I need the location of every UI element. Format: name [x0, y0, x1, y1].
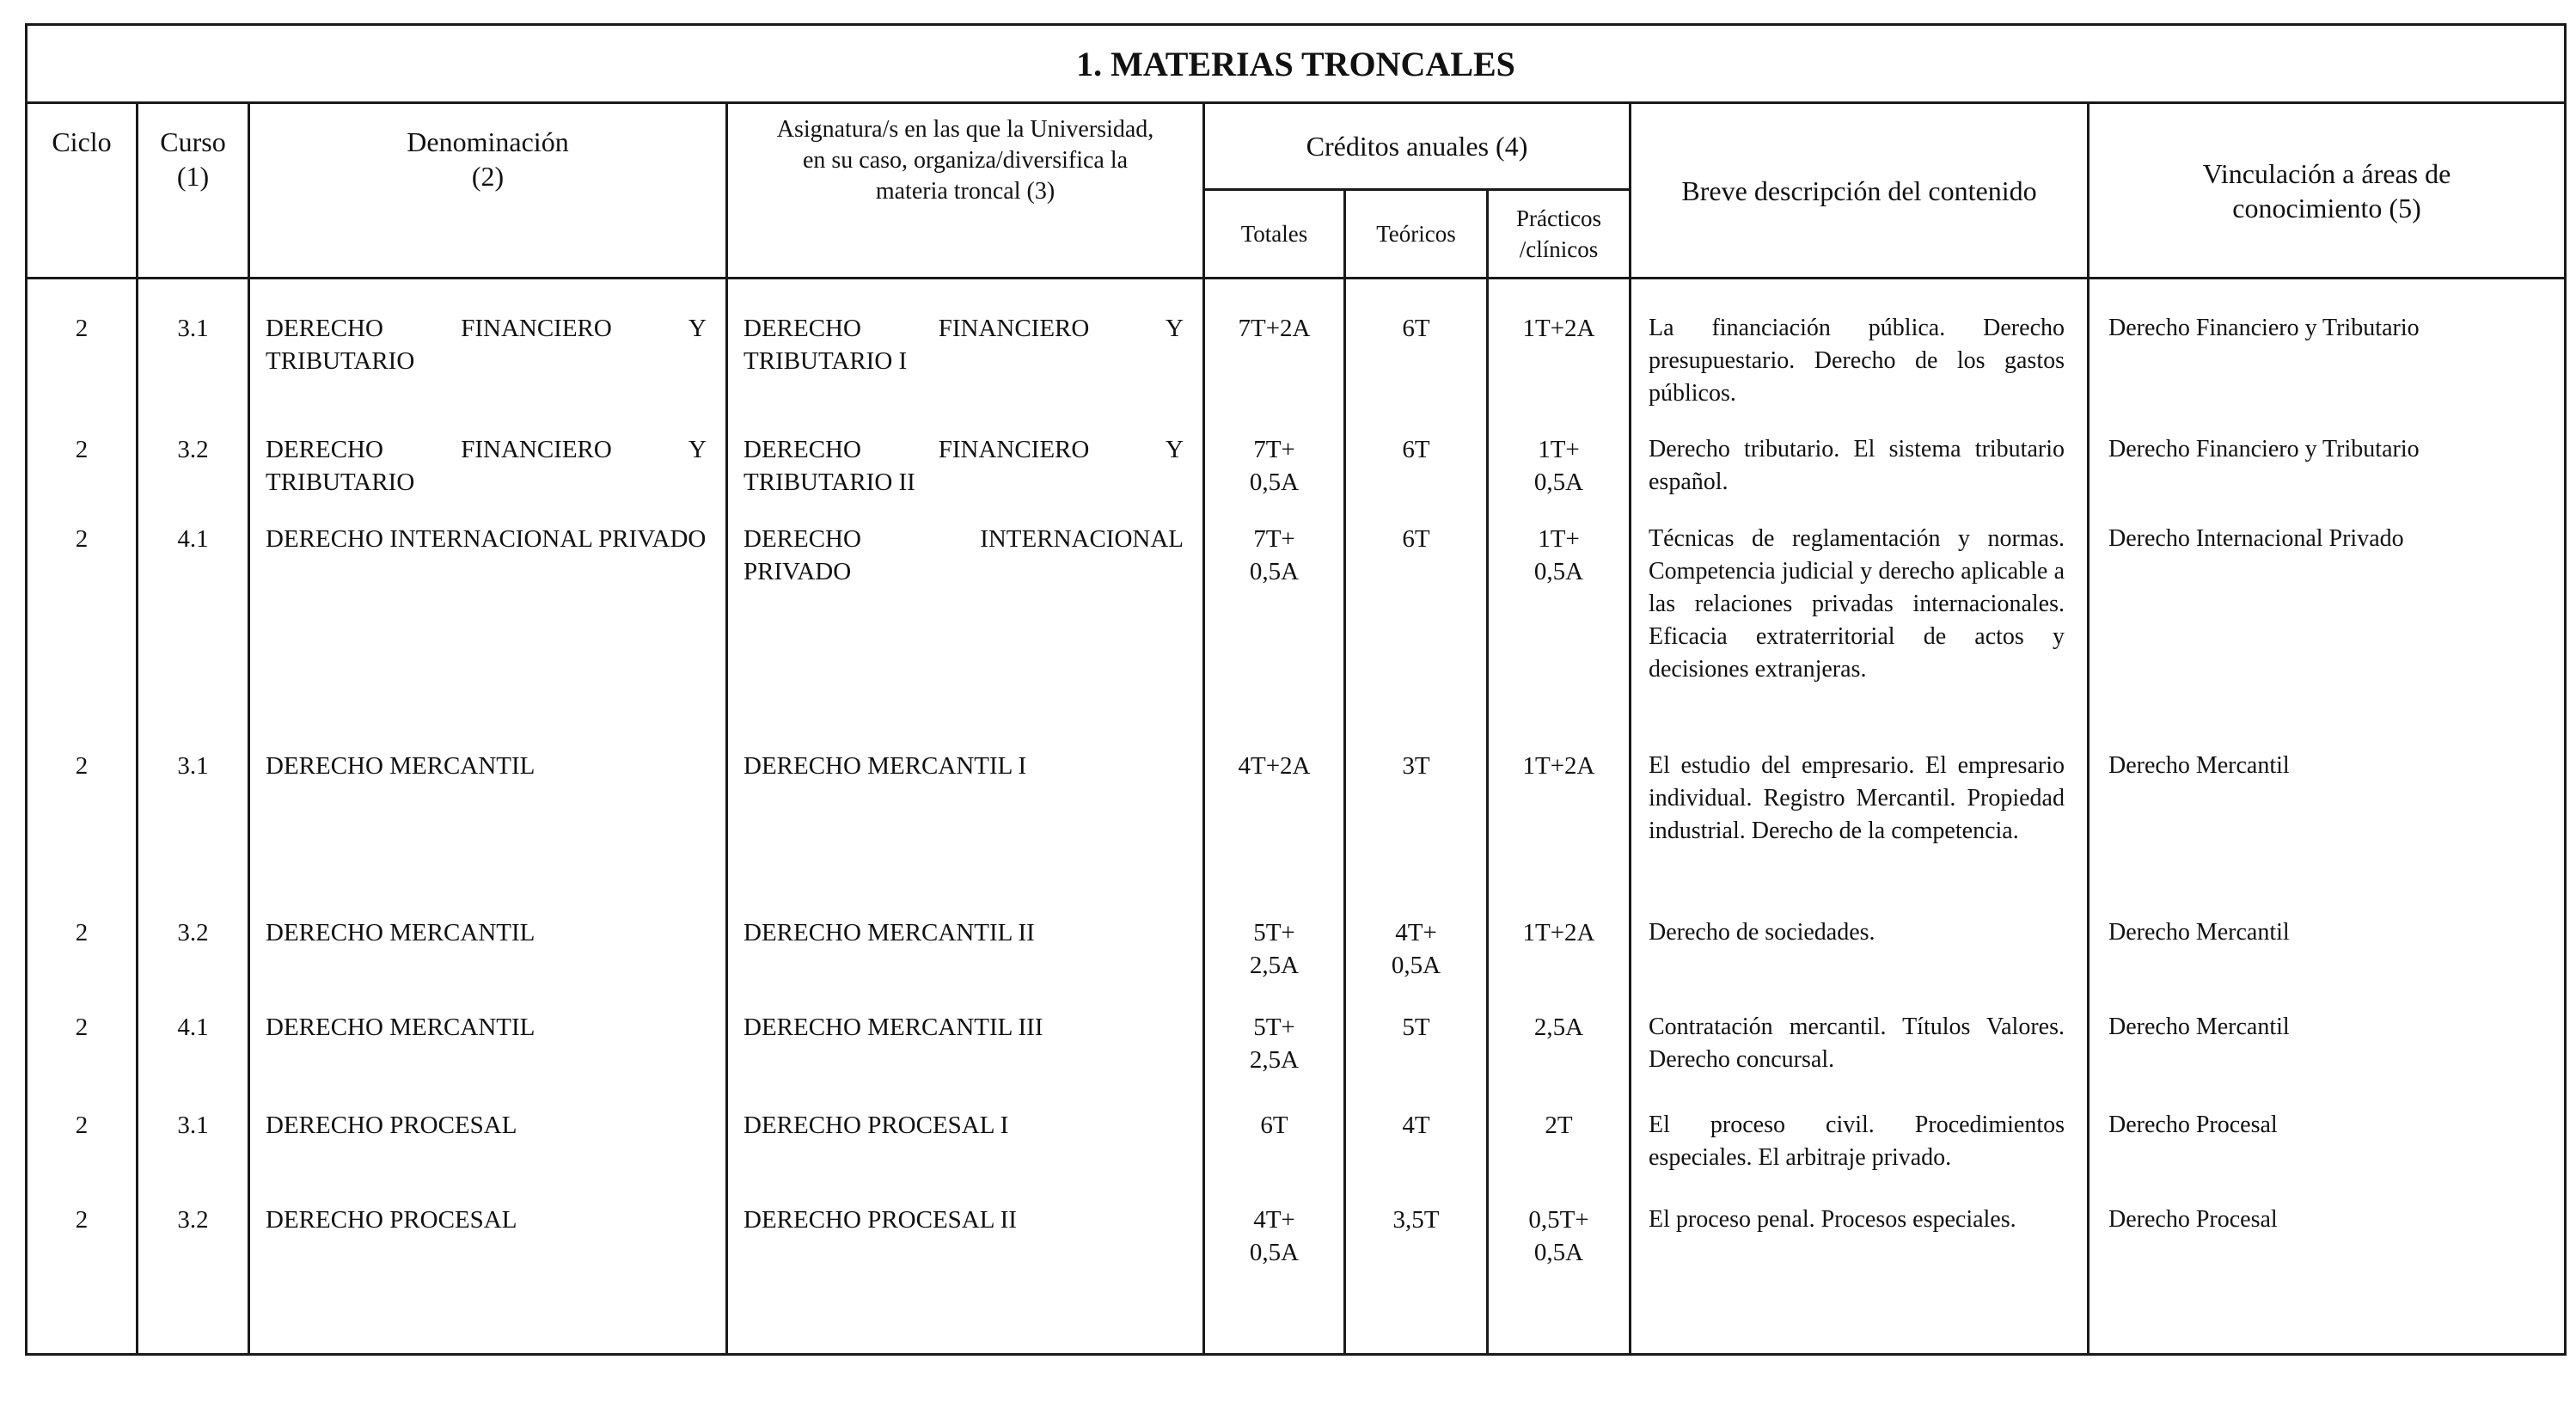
- cell-vinculacion: Derecho Financiero y Tributario: [2089, 416, 2566, 512]
- cell-vinculacion: Derecho Mercantil: [2089, 997, 2566, 1093]
- cell-curso: 3.2: [138, 1190, 249, 1355]
- cell-denominacion: DERECHO MERCANTIL: [249, 997, 727, 1093]
- header-denominacion-note: (2): [471, 161, 505, 192]
- cell-teoricos: 6T: [1345, 416, 1488, 512]
- header-asignatura-line1: Asignatura/s en las que la Universidad,: [776, 116, 1154, 143]
- cell-ciclo: 2: [27, 279, 138, 416]
- cell-practicos: 2T: [1488, 1093, 1631, 1190]
- cell-denominacion: DERECHO PROCESAL: [249, 1093, 727, 1190]
- cell-practicos: 2,5A: [1488, 997, 1631, 1093]
- header-curso-note: (1): [176, 161, 210, 192]
- cell-totales: 7T+ 0,5A: [1204, 512, 1345, 738]
- cell-vinculacion: Derecho Procesal: [2089, 1190, 2566, 1355]
- cell-asignatura: DERECHO MERCANTIL I: [727, 738, 1204, 901]
- cell-asignatura: DERECHO FINANCIERO Y TRIBUTARIO I: [727, 279, 1204, 416]
- header-practicos-line2: /clínicos: [1519, 236, 1599, 262]
- header-ciclo-label: Ciclo: [52, 126, 112, 157]
- cell-teoricos: 6T: [1345, 279, 1488, 416]
- cell-descripcion: Derecho de sociedades.: [1631, 901, 2089, 997]
- header-creditos-anuales: [1204, 103, 1631, 190]
- table-row: [27, 901, 2566, 997]
- cell-ciclo: 2: [27, 901, 138, 997]
- table-row: [27, 738, 2566, 901]
- cell-asignatura: DERECHO PROCESAL I: [727, 1093, 1204, 1190]
- cell-practicos: 1T+ 0,5A: [1488, 512, 1631, 738]
- cell-curso: 4.1: [138, 997, 249, 1093]
- cell-curso: 3.1: [138, 738, 249, 901]
- header-practicos-line1: Prácticos: [1516, 205, 1601, 231]
- header-descripcion: [1631, 103, 2089, 279]
- cell-denominacion: DERECHO FINANCIERO Y TRIBUTARIO: [249, 416, 727, 512]
- cell-descripcion: Técnicas de reglamentación y normas. Competencia judicial y derecho aplicable a las relaciones privadas internacionales. Eficacia extraterritorial de actos y decisiones extranjeras.: [1631, 512, 2089, 738]
- cell-asignatura: DERECHO MERCANTIL III: [727, 997, 1204, 1093]
- cell-totales: 6T: [1204, 1093, 1345, 1190]
- header-asignatura: [727, 103, 1204, 279]
- cell-practicos: 0,5T+ 0,5A: [1488, 1190, 1631, 1355]
- cell-asignatura: DERECHO FINANCIERO Y TRIBUTARIO II: [727, 416, 1204, 512]
- cell-denominacion: DERECHO MERCANTIL: [249, 901, 727, 997]
- cell-teoricos: 5T: [1345, 997, 1488, 1093]
- table-row: [27, 512, 2566, 738]
- cell-totales: 7T+2A: [1204, 279, 1345, 416]
- cell-denominacion: DERECHO PROCESAL: [249, 1190, 727, 1355]
- table-row: [27, 416, 2566, 512]
- table-title: 1. MATERIAS TRONCALES: [27, 25, 2566, 103]
- table-body: [27, 279, 2566, 1355]
- cell-curso: 4.1: [138, 512, 249, 738]
- cell-vinculacion: Derecho Financiero y Tributario: [2089, 279, 2566, 416]
- cell-vinculacion: Derecho Mercantil: [2089, 738, 2566, 901]
- cell-denominacion: DERECHO INTERNACIONAL PRIVADO: [249, 512, 727, 738]
- header-denominacion-label: Denominación: [407, 126, 569, 157]
- header-vinculacion-line1: Vinculación a áreas de: [2202, 157, 2451, 189]
- cell-vinculacion: Derecho Internacional Privado: [2089, 512, 2566, 738]
- cell-ciclo: 2: [27, 416, 138, 512]
- cell-asignatura: DERECHO MERCANTIL II: [727, 901, 1204, 997]
- cell-totales: 7T+ 0,5A: [1204, 416, 1345, 512]
- cell-curso: 3.2: [138, 416, 249, 512]
- cell-curso: 3.1: [138, 1093, 249, 1190]
- header-asignatura-line2: en su caso, organiza/diversifica la: [802, 147, 1129, 174]
- cell-asignatura: DERECHO PROCESAL II: [727, 1190, 1204, 1355]
- cell-totales: 5T+ 2,5A: [1204, 997, 1345, 1093]
- cell-practicos: 1T+ 0,5A: [1488, 416, 1631, 512]
- cell-practicos: 1T+2A: [1488, 901, 1631, 997]
- cell-curso: 3.1: [138, 279, 249, 416]
- cell-descripcion: La financiación pública. Derecho presupuestario. Derecho de los gastos públicos.: [1631, 279, 2089, 416]
- materias-troncales-table: [25, 23, 2567, 1356]
- header-totales: Totales: [1204, 190, 1345, 279]
- table-row: [27, 997, 2566, 1093]
- cell-teoricos: 3T: [1345, 738, 1488, 901]
- cell-vinculacion: Derecho Procesal: [2089, 1093, 2566, 1190]
- header-descripcion-label: Breve descripción del contenido: [1681, 175, 2037, 206]
- table-row: [27, 279, 2566, 416]
- cell-asignatura: DERECHO INTERNACIONAL PRIVADO: [727, 512, 1204, 738]
- header-practicos: [1488, 190, 1631, 279]
- header-creditos-label: Créditos anuales (4): [1306, 131, 1528, 162]
- cell-descripcion: El proceso penal. Procesos especiales.: [1631, 1190, 2089, 1355]
- cell-ciclo: 2: [27, 1093, 138, 1190]
- cell-descripcion: El estudio del empresario. El empresario individual. Registro Mercantil. Propiedad industrial. Derecho de la competencia.: [1631, 738, 2089, 901]
- cell-practicos: 1T+2A: [1488, 738, 1631, 901]
- cell-ciclo: 2: [27, 997, 138, 1093]
- header-vinculacion: [2089, 103, 2566, 279]
- header-vinculacion-line2: conocimiento (5): [2232, 192, 2421, 224]
- header-teoricos: Teóricos: [1345, 190, 1488, 279]
- cell-teoricos: 3,5T: [1345, 1190, 1488, 1355]
- cell-denominacion: DERECHO MERCANTIL: [249, 738, 727, 901]
- cell-vinculacion: Derecho Mercantil: [2089, 901, 2566, 997]
- cell-descripcion: Contratación mercantil. Títulos Valores. Derecho concursal.: [1631, 997, 2089, 1093]
- table-row: [27, 1190, 2566, 1355]
- table-row: [27, 1093, 2566, 1190]
- header-ciclo: [27, 103, 138, 279]
- cell-denominacion: DERECHO FINANCIERO Y TRIBUTARIO: [249, 279, 727, 416]
- cell-totales: 5T+ 2,5A: [1204, 901, 1345, 997]
- cell-teoricos: 4T: [1345, 1093, 1488, 1190]
- cell-teoricos: 4T+ 0,5A: [1345, 901, 1488, 997]
- cell-descripcion: Derecho tributario. El sistema tributario español.: [1631, 416, 2089, 512]
- cell-ciclo: 2: [27, 1190, 138, 1355]
- cell-totales: 4T+2A: [1204, 738, 1345, 901]
- cell-teoricos: 6T: [1345, 512, 1488, 738]
- document-sheet: [25, 23, 2564, 1409]
- cell-ciclo: 2: [27, 512, 138, 738]
- header-curso-label: Curso: [160, 126, 226, 157]
- cell-curso: 3.2: [138, 901, 249, 997]
- cell-totales: 4T+ 0,5A: [1204, 1190, 1345, 1355]
- header-denominacion: [249, 103, 727, 279]
- cell-practicos: 1T+2A: [1488, 279, 1631, 416]
- header-curso: [138, 103, 249, 279]
- header-asignatura-line3: materia troncal (3): [875, 178, 1055, 205]
- cell-ciclo: 2: [27, 738, 138, 901]
- cell-descripcion: El proceso civil. Procedimientos especiales. El arbitraje privado.: [1631, 1093, 2089, 1190]
